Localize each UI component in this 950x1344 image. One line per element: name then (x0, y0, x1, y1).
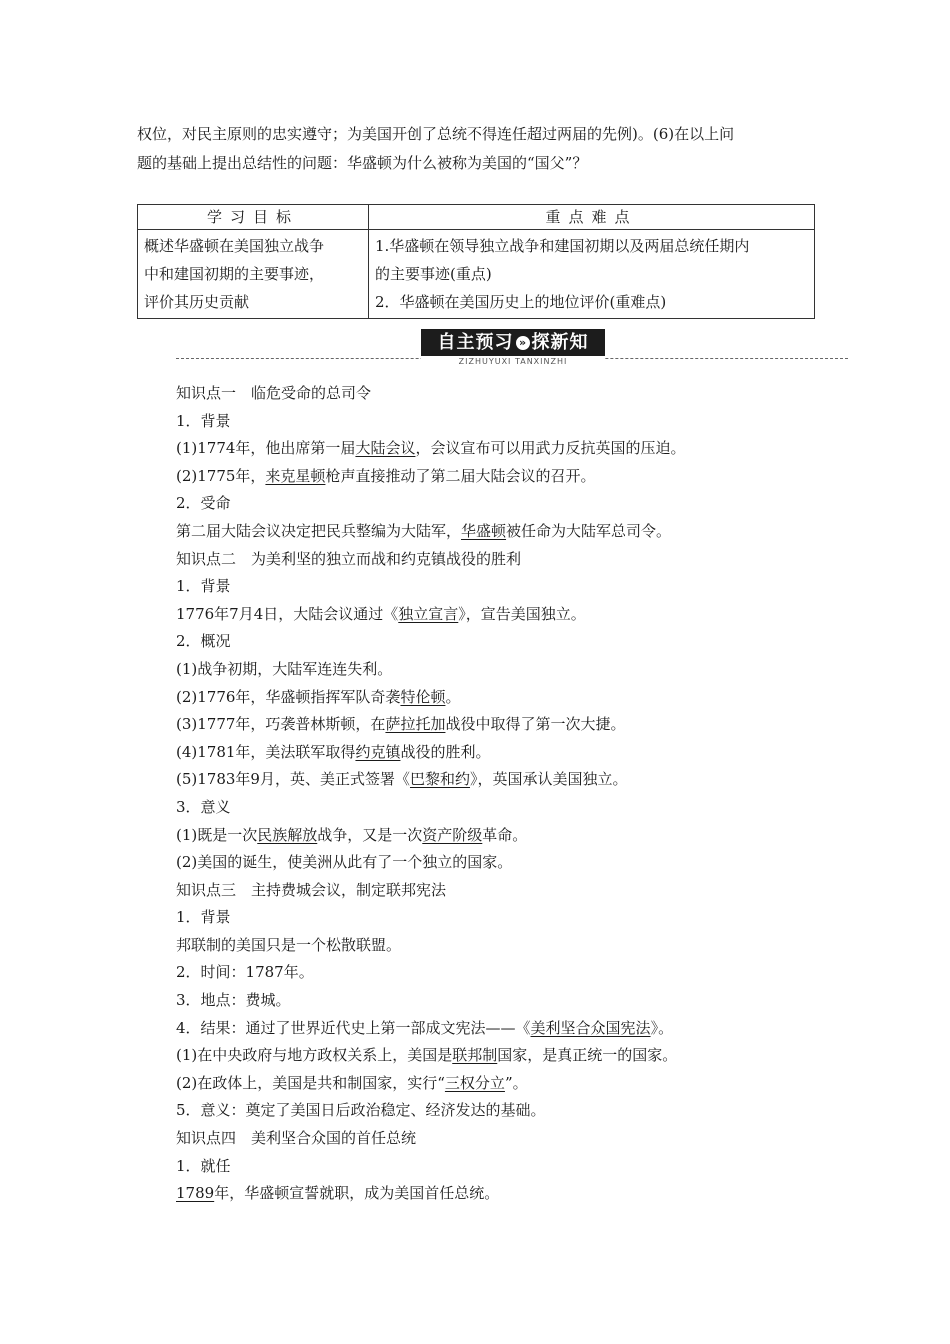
text-line (176, 435, 816, 463)
text: (1)既是一次 (176, 825, 258, 844)
banner-title-right: 探新知 (531, 332, 589, 353)
text: 1776年7月4日，大陆会议通过《 (176, 604, 399, 623)
text-line: (2)美国的诞生，使美洲从此有了一个独立的国家。 (176, 853, 513, 872)
subheading: 2．概况 (176, 632, 231, 651)
cell-line: 概述华盛顿在美国独立战争 (144, 237, 325, 255)
text: ，会议宣布可以用武力反抗英国的压迫。 (415, 439, 686, 458)
underlined-answer: 1789 (176, 1184, 215, 1203)
text: (4)1781年，美法联军取得 (176, 742, 356, 761)
text-line (176, 1180, 816, 1208)
section-banner (176, 327, 848, 369)
cell-line: 2．华盛顿在美国历史上的地位评价(重难点) (375, 293, 667, 311)
text-line (176, 822, 816, 850)
section-heading: 知识点二 为美利坚的独立而战和约克镇战役的胜利 (176, 549, 522, 568)
text: 》，宣告美国独立。 (458, 604, 586, 623)
subheading: 3．意义 (176, 797, 231, 816)
banner-title (421, 329, 605, 356)
text-line (176, 711, 816, 739)
text: (3)1777年，巧袭普林斯顿，在 (176, 715, 386, 734)
text: (2)在政体上，美国是共和制国家，实行“ (176, 1073, 445, 1092)
text: 国家，是真正统一的国家。 (497, 1046, 678, 1065)
cell-line: 1.华盛顿在领导独立战争和建国初期以及两届总统任期内 (375, 237, 750, 255)
subheading: 2．受命 (176, 494, 231, 513)
table-header-row (138, 205, 815, 230)
section-heading: 知识点一 临危受命的总司令 (176, 384, 372, 402)
underlined-answer: 三权分立 (444, 1073, 505, 1092)
text-line (176, 601, 816, 629)
subheading: 3．地点：费城。 (176, 991, 291, 1010)
main-content (176, 380, 816, 1208)
key-points-cell (369, 230, 815, 319)
cell-line: 评价其历史贡献 (144, 293, 250, 311)
cell-line: 的主要事迹(重点) (375, 265, 492, 283)
subheading: 1．背景 (176, 908, 231, 927)
text-line (176, 1070, 816, 1098)
header-key-difficult-points: 重点难点 (369, 205, 815, 230)
table-row (138, 230, 815, 319)
underlined-answer: 独立宣言 (398, 604, 459, 623)
text-line (176, 1042, 816, 1070)
text-line (176, 463, 816, 491)
text: (5)1783年9月，英、美正式签署《 (176, 770, 410, 789)
text: (2)1776年，华盛顿指挥军队奇袭 (176, 687, 401, 706)
text: 年，华盛顿宣誓就职，成为美国首任总统。 (214, 1184, 500, 1203)
underlined-answer: 特伦顿 (400, 687, 446, 706)
text: (1)1774年，他出席第一届 (176, 439, 356, 458)
text: 战争，又是一次 (317, 825, 423, 844)
text-line (176, 739, 816, 767)
text-line (176, 518, 816, 546)
subheading: 1．背景 (176, 411, 231, 430)
double-arrow-icon: » (516, 336, 530, 350)
section-heading: 知识点四 美利坚合众国的首任总统 (176, 1129, 417, 1148)
subheading: 1．就任 (176, 1156, 231, 1175)
text: (2)1775年， (176, 466, 266, 485)
banner-pinyin: ZIZHUYUXI TANXINZHI (421, 357, 605, 366)
text: 》，英国承认美国独立。 (469, 770, 628, 789)
text-line: (1)战争初期，大陆军连连失利。 (176, 659, 393, 678)
text-line: 邦联制的美国只是一个松散联盟。 (176, 935, 402, 954)
banner-title-left: 自主预习 (437, 332, 514, 353)
section-heading: 知识点三 主持费城会议，制定联邦宪法 (176, 880, 447, 899)
underlined-answer: 来克星顿 (265, 466, 326, 485)
text: 。 (445, 687, 461, 706)
underlined-answer: 联邦制 (452, 1046, 498, 1065)
underlined-answer: 巴黎和约 (409, 770, 470, 789)
subheading: 5．意义：奠定了美国日后政治稳定、经济发达的基础。 (176, 1101, 546, 1120)
underlined-answer: 萨拉托加 (385, 715, 446, 734)
text: 被任命为大陆军总司令。 (506, 521, 672, 540)
intro-line: 题的基础上提出总结性的问题：华盛顿为什么被称为美国的“国父”？ (137, 154, 588, 172)
text: 》。 (650, 1018, 674, 1037)
underlined-answer: 民族解放 (257, 825, 318, 844)
text: 枪声直接推动了第二届大陆会议的召开。 (325, 466, 596, 485)
underlined-answer: 约克镇 (355, 742, 401, 761)
intro-paragraph (137, 120, 817, 178)
text: 战役中取得了第一次大捷。 (445, 715, 626, 734)
subheading: 2．时间：1787年。 (176, 963, 314, 982)
underlined-answer: 大陆会议 (355, 439, 416, 458)
cell-line: 中和建国初期的主要事迹， (144, 265, 325, 283)
underlined-answer: 资产阶级 (422, 825, 483, 844)
underlined-answer: 华盛顿 (461, 521, 507, 540)
header-learning-goals: 学习目标 (138, 205, 369, 230)
text: (1)在中央政府与地方政权关系上，美国是 (176, 1046, 453, 1065)
text: 战役的胜利。 (400, 742, 491, 761)
text-line (176, 684, 816, 712)
intro-line: 权位，对民主原则的忠实遵守；为美国开创了总统不得连任超过两届的先例)。(6)在以上问 (137, 125, 735, 143)
subheading: 1．背景 (176, 577, 231, 596)
text: ”。 (504, 1073, 528, 1092)
learning-goals-table (137, 204, 815, 319)
text: 第二届大陆会议决定把民兵整编为大陆军， (176, 521, 462, 540)
text: 革命。 (482, 825, 528, 844)
underlined-answer: 美利坚合众国宪法 (530, 1018, 651, 1037)
text: 4．结果：通过了世界近代史上第一部成文宪法——《 (176, 1018, 531, 1037)
text-line (176, 766, 816, 794)
learning-goals-cell (138, 230, 369, 319)
subheading (176, 1015, 816, 1043)
